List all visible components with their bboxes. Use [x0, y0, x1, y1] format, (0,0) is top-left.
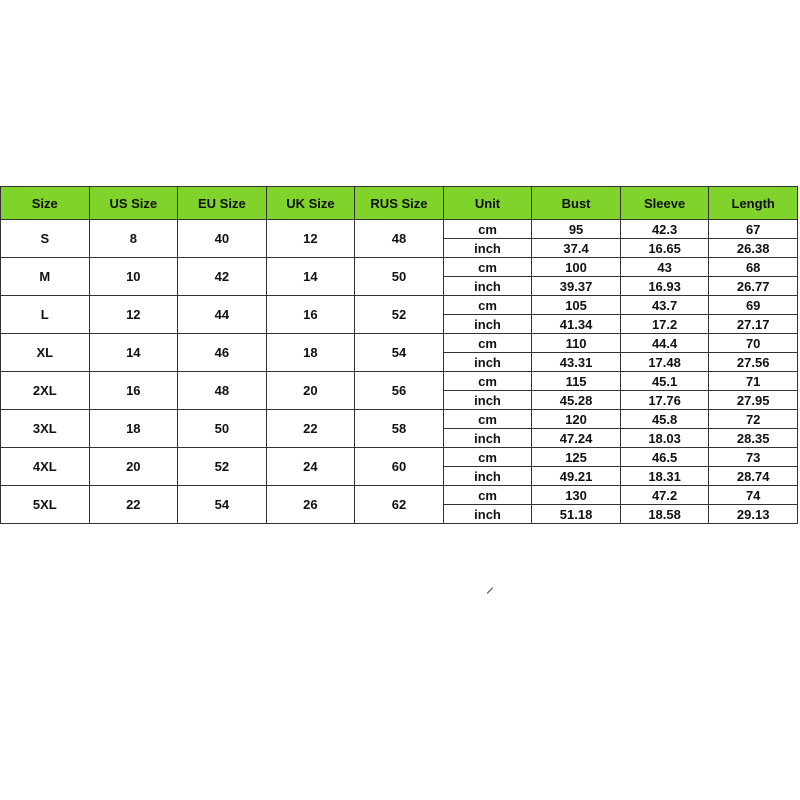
cell-rus: 50 — [355, 258, 444, 296]
cell-sleeve-cm: 46.5 — [620, 448, 709, 467]
cell-sleeve-cm: 42.3 — [620, 220, 709, 239]
cell-length-inch: 27.17 — [709, 315, 798, 334]
cell-length-cm: 73 — [709, 448, 798, 467]
column-header-uk-size: UK Size — [266, 187, 355, 220]
cell-unit-cm: cm — [443, 334, 532, 353]
cell-us: 12 — [89, 296, 178, 334]
header-row — [1, 187, 798, 220]
cell-us: 8 — [89, 220, 178, 258]
cell-size: 4XL — [1, 448, 90, 486]
column-header-eu-size: EU Size — [178, 187, 267, 220]
cell-size: S — [1, 220, 90, 258]
cell-sleeve-inch: 17.2 — [620, 315, 709, 334]
cell-unit-cm: cm — [443, 296, 532, 315]
cell-bust-cm: 100 — [532, 258, 621, 277]
cell-sleeve-cm: 43 — [620, 258, 709, 277]
column-header-bust: Bust — [532, 187, 621, 220]
cell-length-inch: 28.74 — [709, 467, 798, 486]
cell-us: 16 — [89, 372, 178, 410]
cell-eu: 50 — [178, 410, 267, 448]
size-chart-table — [0, 186, 798, 524]
size-chart-body — [1, 220, 798, 524]
table-row — [1, 296, 798, 315]
cell-sleeve-inch: 18.31 — [620, 467, 709, 486]
cell-unit-inch: inch — [443, 391, 532, 410]
cell-bust-inch: 45.28 — [532, 391, 621, 410]
cell-length-inch: 27.56 — [709, 353, 798, 372]
cell-bust-inch: 51.18 — [532, 505, 621, 524]
cell-rus: 54 — [355, 334, 444, 372]
cell-unit-inch: inch — [443, 315, 532, 334]
cell-us: 10 — [89, 258, 178, 296]
cell-rus: 56 — [355, 372, 444, 410]
cell-sleeve-inch: 17.48 — [620, 353, 709, 372]
table-row — [1, 258, 798, 277]
cell-uk: 14 — [266, 258, 355, 296]
cell-length-inch: 28.35 — [709, 429, 798, 448]
cell-unit-cm: cm — [443, 372, 532, 391]
cell-bust-inch: 39.37 — [532, 277, 621, 296]
cell-length-cm: 71 — [709, 372, 798, 391]
cell-rus: 48 — [355, 220, 444, 258]
cell-eu: 44 — [178, 296, 267, 334]
cell-length-inch: 26.38 — [709, 239, 798, 258]
cell-length-cm: 68 — [709, 258, 798, 277]
column-header-us-size: US Size — [89, 187, 178, 220]
column-header-size: Size — [1, 187, 90, 220]
table-row — [1, 448, 798, 467]
cell-us: 20 — [89, 448, 178, 486]
cell-rus: 62 — [355, 486, 444, 524]
cell-sleeve-cm: 45.1 — [620, 372, 709, 391]
cell-unit-inch: inch — [443, 353, 532, 372]
cell-length-cm: 72 — [709, 410, 798, 429]
cell-length-cm: 67 — [709, 220, 798, 239]
cell-bust-cm: 115 — [532, 372, 621, 391]
cell-length-cm: 70 — [709, 334, 798, 353]
cell-uk: 26 — [266, 486, 355, 524]
cell-length-inch: 29.13 — [709, 505, 798, 524]
cell-size: XL — [1, 334, 90, 372]
cell-eu: 48 — [178, 372, 267, 410]
cell-unit-inch: inch — [443, 277, 532, 296]
cell-length-inch: 26.77 — [709, 277, 798, 296]
cell-bust-inch: 37.4 — [532, 239, 621, 258]
cell-uk: 24 — [266, 448, 355, 486]
cell-size: 3XL — [1, 410, 90, 448]
cell-bust-cm: 120 — [532, 410, 621, 429]
cell-length-cm: 69 — [709, 296, 798, 315]
cell-eu: 42 — [178, 258, 267, 296]
cell-unit-inch: inch — [443, 505, 532, 524]
column-header-length: Length — [709, 187, 798, 220]
table-row — [1, 486, 798, 505]
cell-size: 5XL — [1, 486, 90, 524]
cell-sleeve-inch: 16.65 — [620, 239, 709, 258]
cell-us: 14 — [89, 334, 178, 372]
cell-bust-cm: 105 — [532, 296, 621, 315]
cell-unit-inch: inch — [443, 467, 532, 486]
column-header-sleeve: Sleeve — [620, 187, 709, 220]
cell-rus: 52 — [355, 296, 444, 334]
cell-uk: 20 — [266, 372, 355, 410]
cell-size: M — [1, 258, 90, 296]
cell-uk: 12 — [266, 220, 355, 258]
cell-sleeve-cm: 47.2 — [620, 486, 709, 505]
stray-mark — [487, 587, 493, 593]
cell-bust-inch: 49.21 — [532, 467, 621, 486]
cell-sleeve-cm: 44.4 — [620, 334, 709, 353]
table-row — [1, 372, 798, 391]
cell-sleeve-inch: 18.58 — [620, 505, 709, 524]
cell-bust-cm: 130 — [532, 486, 621, 505]
cell-us: 18 — [89, 410, 178, 448]
cell-size: 2XL — [1, 372, 90, 410]
cell-eu: 40 — [178, 220, 267, 258]
cell-bust-cm: 110 — [532, 334, 621, 353]
cell-unit-inch: inch — [443, 429, 532, 448]
cell-eu: 54 — [178, 486, 267, 524]
table-row — [1, 220, 798, 239]
cell-unit-cm: cm — [443, 220, 532, 239]
cell-unit-cm: cm — [443, 486, 532, 505]
column-header-rus-size: RUS Size — [355, 187, 444, 220]
cell-bust-inch: 47.24 — [532, 429, 621, 448]
cell-rus: 60 — [355, 448, 444, 486]
cell-length-inch: 27.95 — [709, 391, 798, 410]
cell-unit-cm: cm — [443, 410, 532, 429]
cell-size: L — [1, 296, 90, 334]
cell-rus: 58 — [355, 410, 444, 448]
cell-length-cm: 74 — [709, 486, 798, 505]
cell-sleeve-inch: 17.76 — [620, 391, 709, 410]
cell-sleeve-cm: 43.7 — [620, 296, 709, 315]
cell-eu: 52 — [178, 448, 267, 486]
cell-unit-inch: inch — [443, 239, 532, 258]
size-chart-header — [1, 187, 798, 220]
cell-uk: 18 — [266, 334, 355, 372]
cell-us: 22 — [89, 486, 178, 524]
cell-sleeve-cm: 45.8 — [620, 410, 709, 429]
cell-uk: 22 — [266, 410, 355, 448]
column-header-unit: Unit — [443, 187, 532, 220]
cell-bust-inch: 43.31 — [532, 353, 621, 372]
table-row — [1, 410, 798, 429]
cell-unit-cm: cm — [443, 448, 532, 467]
cell-bust-cm: 125 — [532, 448, 621, 467]
cell-uk: 16 — [266, 296, 355, 334]
cell-sleeve-inch: 18.03 — [620, 429, 709, 448]
cell-bust-inch: 41.34 — [532, 315, 621, 334]
table-row — [1, 334, 798, 353]
cell-bust-cm: 95 — [532, 220, 621, 239]
cell-eu: 46 — [178, 334, 267, 372]
cell-sleeve-inch: 16.93 — [620, 277, 709, 296]
cell-unit-cm: cm — [443, 258, 532, 277]
